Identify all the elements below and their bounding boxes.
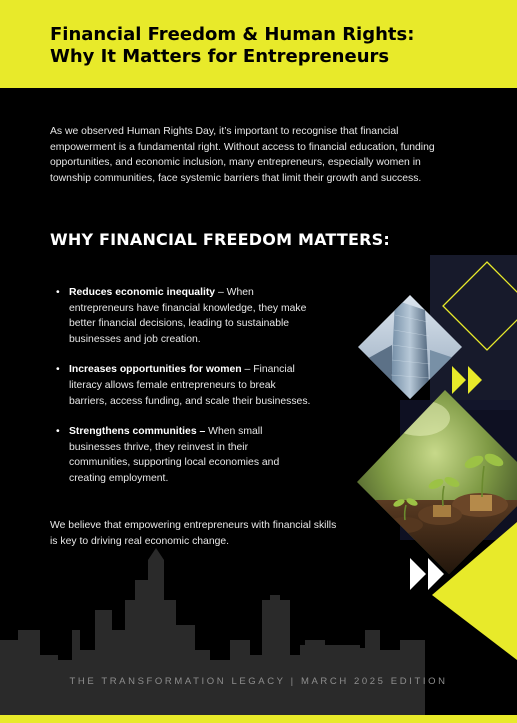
closing-paragraph: We believe that empowering entrepreneurs with financial skills is key to driving real economic change.: [50, 520, 337, 547]
title-line-1: Financial Freedom & Human Rights:: [50, 24, 415, 45]
title-line-2: Why It Matters for Entrepreneurs: [50, 46, 390, 67]
bullet-lead: Strengthens communities –: [69, 426, 206, 438]
bullet-text: – When entrepreneurs have financial knowledge, they make better financial decisions, leading to sustainable businesses and job creation.: [69, 287, 307, 345]
footer-edition-text: THE TRANSFORMATION LEGACY | MARCH 2025 EDITION: [69, 676, 448, 687]
city-skyline-silhouette: [0, 548, 425, 715]
bullet-text: When small businesses thrive, they reinvest in their communities, supporting local economies and creating employment.: [69, 426, 280, 484]
section-heading: WHY FINANCIAL FREEDOM MATTERS:: [50, 230, 390, 249]
bullet-text: – Financial literacy allows female entrepreneurs to break barriers, access funding, and scale their businesses.: [69, 364, 311, 407]
bottom-accent-bar: [0, 715, 517, 723]
bullet-lead: Reduces economic inequality: [69, 287, 216, 298]
intro-paragraph: As we observed Human Rights Day, it’s important to recognise that financial empowerment is a fundamental right. Without access to financial education, funding opportunities, and economic inclusion, many entrepreneurs, especially women in township communities, face systemic barriers that limit their growth and success.: [50, 126, 435, 184]
bullet-lead: Increases opportunities for women: [69, 364, 242, 376]
